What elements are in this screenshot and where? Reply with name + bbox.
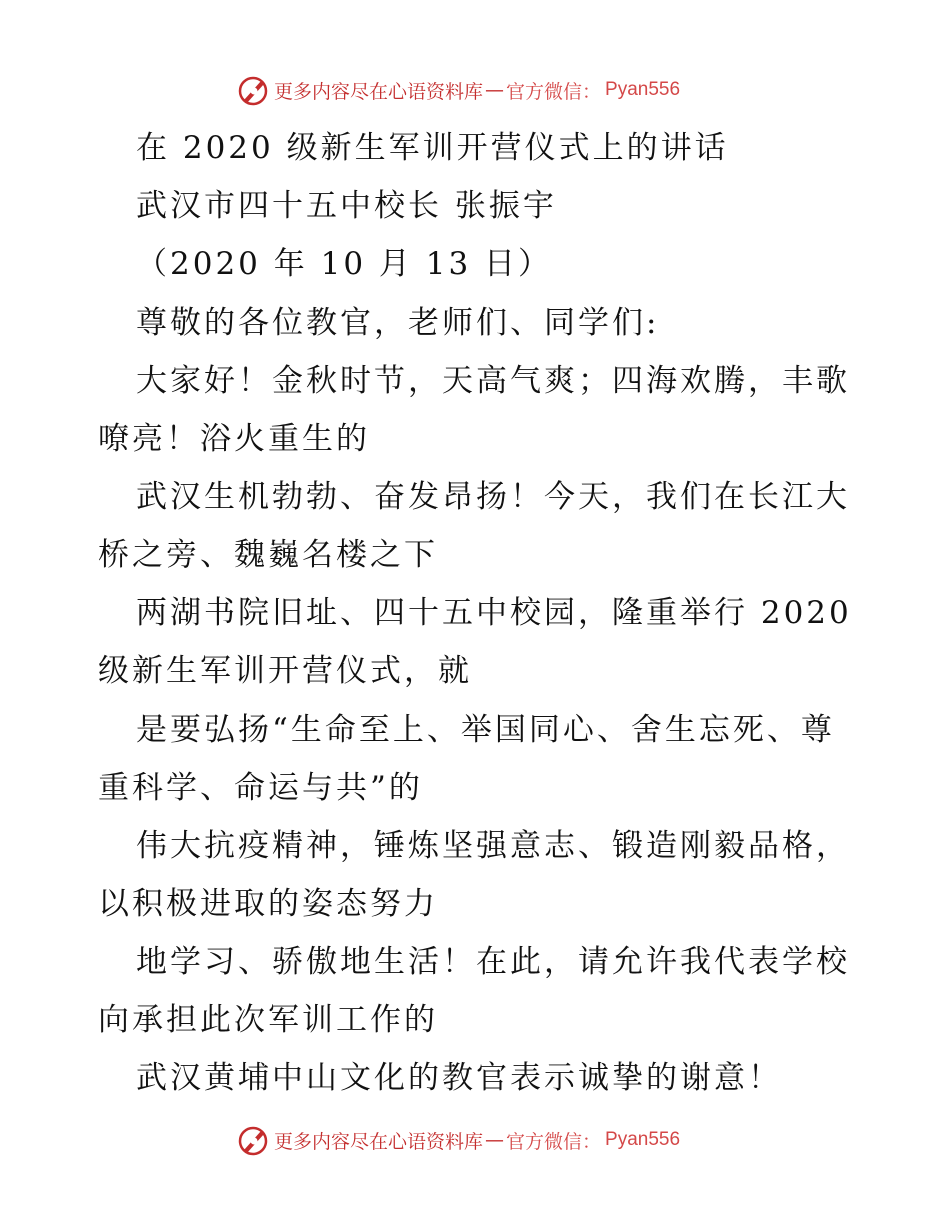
paragraph-line: 伟大抗疫精神，锤炼坚强意志、锻造刚毅品格， [136,828,850,864]
banner-wechat-label: 官方微信： [506,80,602,103]
footer-watermark-banner [236,1122,680,1158]
banner-wechat-id: Pyan556 [605,79,681,100]
paragraph-line: 以积极进取的姿态努力 [98,886,438,922]
salutation: 尊敬的各位教官，老师们、同学们: [136,305,660,341]
banner-brand-text: 更多内容尽在心语资料库 [274,1130,484,1153]
paragraph-line: 是要弘扬“生命至上、举国同心、舍生忘死、尊 [136,712,835,748]
paragraph-line: 向承担此次军训工作的 [98,1002,438,1038]
banner-brand-text: 更多内容尽在心语资料库 [274,80,484,103]
pen-logo-icon [236,73,270,107]
paragraph-line: 嘹亮！浴火重生的 [98,421,370,457]
paragraph-line: 武汉生机勃勃、奋发昂扬！今天，我们在长江大 [136,479,850,515]
paragraph-line: 桥之旁、魏巍名楼之下 [98,537,438,573]
speaker-line: 武汉市四十五中校长 张振宇 [136,188,557,224]
paragraph-line: 两湖书院旧址、四十五中校园，隆重举行 2020 [136,595,852,631]
paragraph-line: 重科学、命运与共”的 [98,770,423,806]
speech-title: 在 2020 级新生军训开营仪式上的讲话 [136,130,729,166]
banner-dash: — [485,79,505,101]
banner-dash: — [485,1129,505,1151]
header-watermark-banner [236,72,680,108]
banner-wechat-id: Pyan556 [605,1129,681,1150]
paragraph-line: 大家好！金秋时节，天高气爽；四海欢腾，丰歌 [136,363,850,399]
banner-wechat-label: 官方微信： [506,1130,602,1153]
paragraph-line: 武汉黄埔中山文化的教官表示诚挚的谢意！ [136,1060,782,1096]
date-line: （2020 年 10 月 13 日） [136,246,553,282]
pen-logo-icon [236,1123,270,1157]
paragraph-line: 级新生军训开营仪式，就 [98,653,472,689]
paragraph-line: 地学习、骄傲地生活！在此，请允许我代表学校 [136,944,850,980]
